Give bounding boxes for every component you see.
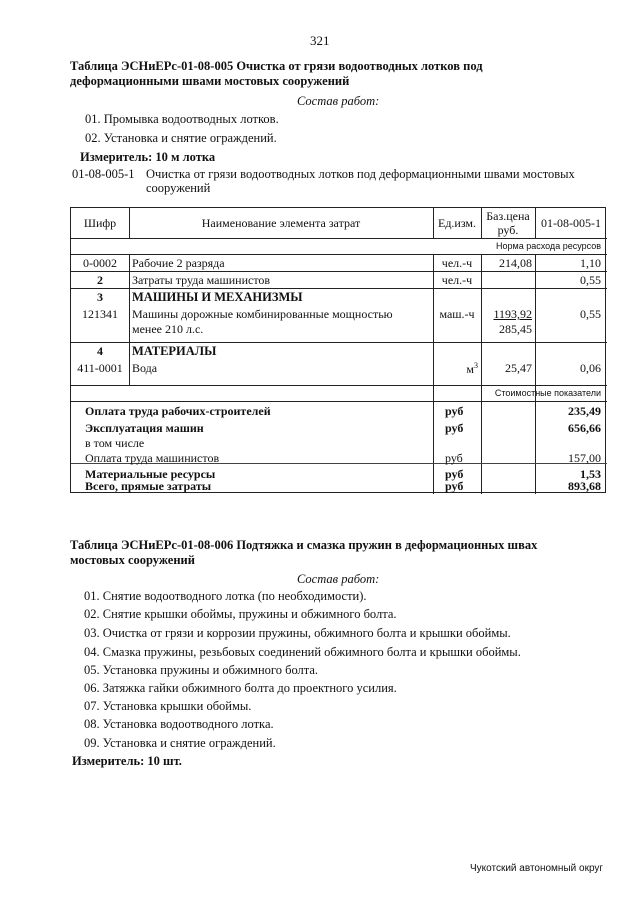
row-worker-price: 214,08 [499,256,532,270]
cost-material-name: Материальные ресурсы [85,467,216,481]
row-worker-value: 1,10 [580,256,601,270]
table2-title-line1: Таблица ЭСНиЕРс-01-08-006 Подтяжка и смазка пружин в деформационных швах [70,538,538,552]
row-water-price: 25,47 [505,361,532,375]
cost-including-label: в том числе [85,436,145,450]
section-materials-title: МАТЕРИАЛЫ [132,344,217,358]
header-price-line2: руб. [497,223,519,237]
header-column-code: 01-08-005-1 [541,216,601,230]
section-machines-code: 3 [97,290,103,304]
cost-machinist-unit: руб [445,451,463,465]
section-materials-code: 4 [97,344,103,358]
row-water-name: Вода [132,361,158,375]
cost-exploit-name: Эксплуатация машин [85,421,204,435]
table1-work-heading: Состав работ: [297,94,380,108]
row-machinist-labor-name: Затраты труда машинистов [132,273,271,287]
cost-material-value: 1,53 [580,467,601,481]
row-worker-name: Рабочие 2 разряда [132,256,225,270]
table2-work-item: 08. Установка водоотводного лотка. [84,717,274,731]
row-worker-code: 0-0002 [83,256,117,270]
section-machines-title: МАШИНЫ И МЕХАНИЗМЫ [132,290,303,304]
resource-table [70,207,606,493]
table1-measure: Измеритель: 10 м лотка [80,150,216,164]
table1-code-desc-line1: Очистка от грязи водоотводных лотков под деформационными швами мостовых [146,167,575,181]
table1-work-item: 02. Установка и снятие ограждений. [85,131,277,145]
table2-work-item: 01. Снятие водоотводного лотка (по необходимости). [84,589,367,603]
table1-title-line1: Таблица ЭСНиЕРс-01-08-005 Очистка от грязи водоотводных лотков под [70,59,483,73]
table2-work-item: 07. Установка крышки обоймы. [84,699,252,713]
table2-measure: Измеритель: 10 шт. [72,754,182,768]
table2-work-item: 06. Затяжка гайки обжимного болта до проектного усилия. [84,681,397,695]
row-water-code: 411-0001 [77,361,123,375]
table1-code-desc-line2: сооружений [146,181,211,195]
cost-label: Стоимостные показатели [494,388,601,398]
footer-region: Чукотский автономный округ [470,863,604,874]
table2-work-item: 04. Смазка пружины, резьбовых соединений обжимного болта и крышки обоймы. [84,645,521,659]
cost-machinist-value: 157,00 [568,451,601,465]
row-machine-code: 121341 [82,307,118,321]
row-machine-price: 1193,92 [493,307,532,321]
row-machine-value: 0,55 [580,307,601,321]
row-machine-price-labor: 285,45 [499,322,532,336]
header-code: Шифр [83,216,117,230]
cost-labor-value: 235,49 [568,404,601,418]
cost-total-unit: руб [445,479,464,493]
norm-label: Норма расхода ресурсов [496,241,601,251]
table1-title-line2: деформационными швами мостовых сооружений [70,74,350,88]
table1-code: 01-08-005-1 [72,167,135,181]
cost-material-unit: руб [445,467,464,481]
cost-exploit-unit: руб [445,421,464,435]
table2-title-line2: мостовых сооружений [70,553,195,567]
header-name: Наименование элемента затрат [201,216,361,230]
table2-work-item: 03. Очистка от грязи и коррозии пружины, обжимного болта и крышки обоймы. [84,626,511,640]
table2-work-item: 09. Установка и снятие ограждений. [84,736,276,750]
table2-work-heading: Состав работ: [297,572,380,586]
table1-work-item: 01. Промывка водоотводных лотков. [85,112,279,126]
cost-total-value: 893,68 [568,479,601,493]
header-price-line1: Баз.цена [486,209,530,223]
table2-work-item: 05. Установка пружины и обжимного болта. [84,663,319,677]
row-water-value: 0,06 [580,361,601,375]
row-worker-unit: чел.-ч [441,256,473,270]
row-water-unit: $м^3$ [466,361,478,376]
cost-labor-name: Оплата труда рабочих-строителей [85,404,271,418]
page-number: 321 [310,33,330,48]
cost-labor-unit: руб [445,404,464,418]
cost-total-name: Всего, прямые затраты [85,479,212,493]
table2-work-item: 02. Снятие крышки обоймы, пружины и обжимного болта. [84,607,397,621]
row-machine-unit: маш.-ч [439,307,475,321]
row-machinist-labor-value: 0,55 [580,273,601,287]
row-machinist-labor-code: 2 [97,273,103,287]
cost-machinist-name: Оплата труда машинистов [85,451,220,465]
row-machine-name-line1: Машины дорожные комбинированные мощностью [132,307,393,321]
header-unit: Ед.изм. [437,216,477,230]
cost-exploit-value: 656,66 [568,421,601,435]
row-machine-name-line2: менее 210 л.с. [132,322,204,336]
row-machinist-labor-unit: чел.-ч [441,273,473,287]
